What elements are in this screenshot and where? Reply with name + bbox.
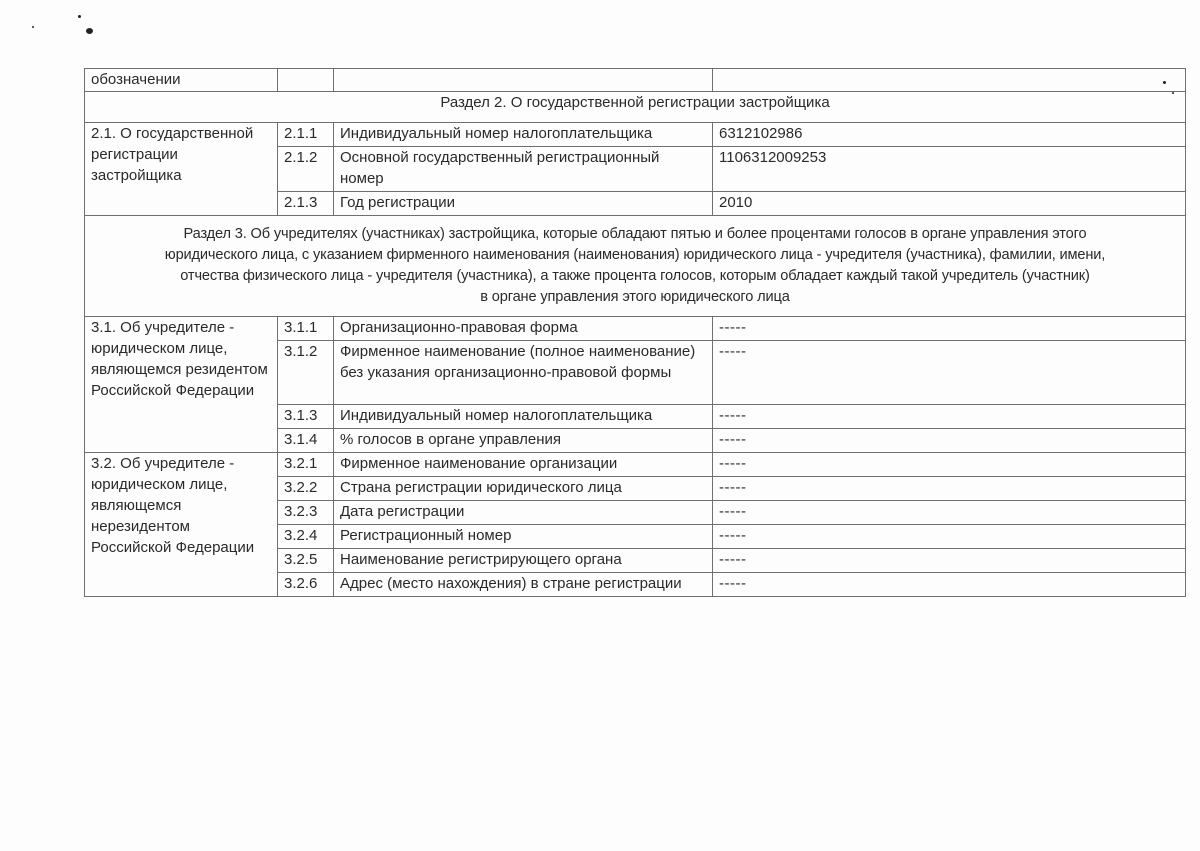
field-value-inn: 6312102986 (713, 123, 1186, 147)
field-name: Адрес (место нахождения) в стране регистрации (334, 573, 713, 597)
row-number: 3.2.6 (278, 573, 334, 597)
scan-speck (78, 15, 81, 18)
field-value-year: 2010 (713, 192, 1186, 216)
field-name: % голосов в органе управления (334, 429, 713, 453)
table-row (85, 317, 1186, 341)
row-number: 3.1.1 (278, 317, 334, 341)
field-value: ----- (713, 405, 1186, 429)
field-name: Страна регистрации юридического лица (334, 477, 713, 501)
field-value: ----- (713, 477, 1186, 501)
field-name: Дата регистрации (334, 501, 713, 525)
section-heading-row (85, 92, 1186, 123)
heading-line: Раздел 3. Об учредителях (участниках) застройщика, которые обладают пятью и более процентами голосов в органе управления этого (183, 226, 1087, 242)
group-label-3-2: 3.2. Об учредителе - юридическом лице, являющемся нерезидентом Российской Федерации (85, 453, 278, 597)
row-number: 2.1.2 (278, 147, 334, 192)
row-number: 2.1.3 (278, 192, 334, 216)
field-name: Основной государственный регистрационный номер (334, 147, 713, 192)
field-name: Фирменное наименование (полное наименование) без указания организационно-правовой формы (334, 341, 713, 405)
field-value (713, 69, 1186, 92)
field-value: ----- (713, 501, 1186, 525)
row-number: 3.1.2 (278, 341, 334, 405)
section-2-heading: Раздел 2. О государственной регистрации застройщика (85, 92, 1186, 123)
row-number: 3.2.3 (278, 501, 334, 525)
developer-info-table (84, 68, 1186, 597)
row-number: 2.1.1 (278, 123, 334, 147)
row-number: 3.1.4 (278, 429, 334, 453)
field-name: Год регистрации (334, 192, 713, 216)
field-name: Индивидуальный номер налогоплательщика (334, 123, 713, 147)
row-number: 3.1.3 (278, 405, 334, 429)
field-value: ----- (713, 549, 1186, 573)
table-row (85, 123, 1186, 147)
group-label-2-1: 2.1. О государственной регистрации застройщика (85, 123, 278, 216)
field-name: Фирменное наименование организации (334, 453, 713, 477)
field-value-ogrn: 1106312009253 (713, 147, 1186, 192)
table-row (85, 69, 1186, 92)
heading-line: в органе управления этого юридического лица (480, 289, 790, 305)
scan-speck (32, 26, 34, 28)
field-name (334, 69, 713, 92)
heading-line: отчества физического лица - учредителя (участника), а также процента голосов, которым обладает каждый такой учредитель (участник) (180, 268, 1090, 284)
field-value: ----- (713, 341, 1186, 405)
row-number: 3.2.2 (278, 477, 334, 501)
section-3-heading (85, 216, 1186, 317)
field-value: ----- (713, 573, 1186, 597)
row-number: 3.2.4 (278, 525, 334, 549)
row-number: 3.2.5 (278, 549, 334, 573)
group-label-3-1: 3.1. Об учредителе - юридическом лице, являющемся резидентом Российской Федерации (85, 317, 278, 453)
table-row (85, 453, 1186, 477)
field-value: ----- (713, 317, 1186, 341)
row-number (278, 69, 334, 92)
field-name: Наименование регистрирующего органа (334, 549, 713, 573)
field-value: ----- (713, 453, 1186, 477)
field-name: Организационно-правовая форма (334, 317, 713, 341)
field-name: Индивидуальный номер налогоплательщика (334, 405, 713, 429)
field-name: Регистрационный номер (334, 525, 713, 549)
field-value: ----- (713, 429, 1186, 453)
section-heading-row (85, 216, 1186, 317)
field-value: ----- (713, 525, 1186, 549)
row-number: 3.2.1 (278, 453, 334, 477)
group-label: обозначении (85, 69, 278, 92)
scan-speck (86, 28, 93, 34)
heading-line: юридического лица, с указанием фирменного наименования (наименования) юридического лица - учредителя (участника), фамилии, имени, (164, 247, 1106, 263)
